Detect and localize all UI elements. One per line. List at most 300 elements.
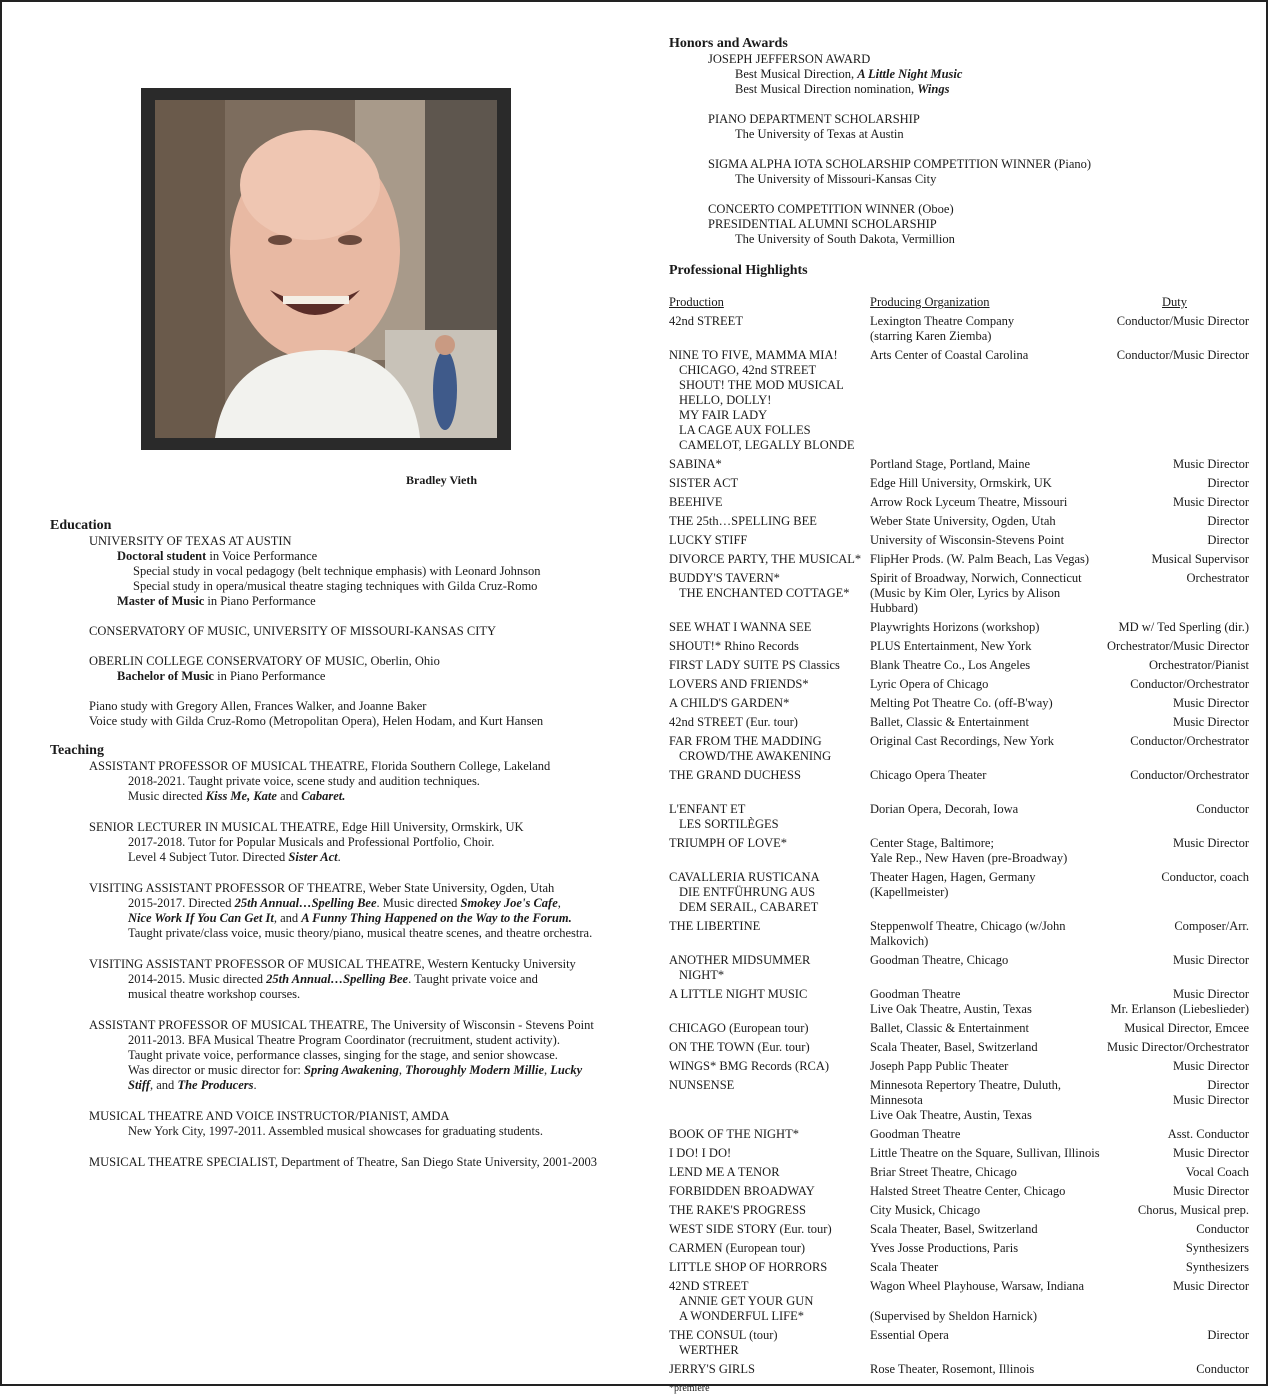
highlights-header-row <box>669 295 1257 314</box>
cell-line: Director <box>1207 476 1249 490</box>
cell-line: 42nd STREET (Eur. tour) <box>669 715 798 729</box>
teaching-amda <box>89 1109 640 1139</box>
table-row <box>669 476 1257 495</box>
duty-cell <box>1100 953 1257 987</box>
table-row <box>669 1241 1257 1260</box>
ehu-line-2: Level 4 Subject Tutor. Directed Sister Act. <box>128 850 341 864</box>
cell-line: Essential Opera <box>870 1328 949 1342</box>
cell-line: LITTLE SHOP OF HORRORS <box>669 1260 828 1274</box>
table-row <box>669 658 1257 677</box>
fsc-line-2: Music directed Kiss Me, Kate and Cabaret. <box>128 789 346 803</box>
organization-cell <box>870 1279 1100 1328</box>
organization-cell <box>870 734 1100 768</box>
usd-sub: The University of South Dakota, Vermillion <box>735 232 955 246</box>
cell-line: LEND ME A TENOR <box>669 1165 780 1179</box>
table-row <box>669 571 1257 620</box>
cell-line: LA CAGE AUX FOLLES <box>679 423 811 437</box>
cell-line: PLUS Entertainment, New York <box>870 639 1032 653</box>
cell-line: Orchestrator/Music Director <box>1107 639 1249 653</box>
duty-cell <box>1100 1059 1257 1078</box>
cell-line: THE 25th…SPELLING BEE <box>669 514 817 528</box>
production-cell <box>669 348 870 457</box>
cell-line: (starring Karen Ziemba) <box>870 329 992 343</box>
cell-line: Music Director <box>1172 495 1249 509</box>
cell-line: Center Stage, Baltimore; <box>870 836 994 850</box>
cell-line: NUNSENSE <box>669 1078 735 1092</box>
cell-line: MD w/ Ted Sperling (dir.) <box>1118 620 1249 634</box>
col-duty: Duty <box>1162 295 1187 309</box>
production-cell <box>669 533 870 552</box>
production-cell <box>669 571 870 620</box>
cell-line: WEST SIDE STORY (Eur. tour) <box>669 1222 832 1236</box>
cell-line: Conductor/Music Director <box>1116 314 1249 328</box>
cell-line: Music Director <box>1172 836 1249 850</box>
jj-award-title: JOSEPH JEFFERSON AWARD <box>708 52 871 66</box>
cell-line: Theater Hagen, Hagen, Germany (Kapellmeister) <box>870 870 1036 899</box>
cell-line: Director <box>1207 1078 1249 1092</box>
organization-cell <box>870 1059 1100 1078</box>
cell-line: SABINA* <box>669 457 722 471</box>
cell-line: BOOK OF THE NIGHT* <box>669 1127 799 1141</box>
jj-award-line-1: Best Musical Direction, A Little Night Music <box>735 67 963 81</box>
cell-line: NINE TO FIVE, MAMMA MIA! <box>669 348 838 362</box>
cell-line: CAVALLERIA RUSTICANA <box>669 870 820 884</box>
cell-line: Live Oak Theatre, Austin, Texas <box>870 1108 1032 1122</box>
organization-cell <box>870 1222 1100 1241</box>
cell-line: Conductor/Orchestrator <box>1130 677 1249 691</box>
cell-line: Scala Theater, Basel, Switzerland <box>870 1040 1038 1054</box>
cell-line: Rose Theater, Rosemont, Illinois <box>870 1362 1035 1376</box>
table-row <box>669 802 1257 836</box>
production-cell <box>669 1328 870 1362</box>
uwsp-line-2: Taught private voice, performance classes, singing for the stage, and senior showcase. <box>128 1048 558 1062</box>
production-cell <box>669 620 870 639</box>
organization-cell <box>870 836 1100 870</box>
duty-cell <box>1100 1328 1257 1362</box>
cell-line: Playwrights Horizons (workshop) <box>870 620 1040 634</box>
cell-line: Director <box>1207 533 1249 547</box>
duty-cell <box>1100 734 1257 768</box>
organization-cell <box>870 457 1100 476</box>
ut-doctoral: Doctoral student in Voice Performance <box>117 549 318 563</box>
table-row <box>669 870 1257 919</box>
production-cell <box>669 1203 870 1222</box>
table-row <box>669 715 1257 734</box>
table-row <box>669 677 1257 696</box>
premiere-footnote: *premiere <box>669 1383 710 1394</box>
cell-line: Edge Hill University, Ormskirk, UK <box>870 476 1052 490</box>
highlights-table <box>669 295 1257 1381</box>
production-cell <box>669 1040 870 1059</box>
table-row <box>669 953 1257 987</box>
duty-cell <box>1100 1146 1257 1165</box>
table-row <box>669 1184 1257 1203</box>
cell-line: Musical Director, Emcee <box>1124 1021 1249 1035</box>
duty-cell <box>1100 1260 1257 1279</box>
highlights-heading: Professional Highlights <box>669 263 808 278</box>
cell-line <box>870 1294 1100 1309</box>
portrait-illustration <box>155 100 497 438</box>
production-cell <box>669 1362 870 1381</box>
piano-scholarship-sub: The University of Texas at Austin <box>735 127 904 141</box>
uwsp-line-1: 2011-2013. BFA Musical Theatre Program Coordinator (recruitment, student activity). <box>128 1033 560 1047</box>
cell-line: Little Theatre on the Square, Sullivan, Illinois <box>870 1146 1100 1160</box>
table-row <box>669 734 1257 768</box>
col-org: Producing Organization <box>870 295 990 309</box>
organization-cell <box>870 696 1100 715</box>
organization-cell <box>870 1241 1100 1260</box>
duty-cell <box>1100 1040 1257 1059</box>
organization-cell <box>870 552 1100 571</box>
organization-cell <box>870 639 1100 658</box>
production-cell <box>669 476 870 495</box>
uwsp-line-4: Stiff, and The Producers. <box>128 1078 257 1092</box>
organization-cell <box>870 1362 1100 1381</box>
duty-cell <box>1100 768 1257 802</box>
cell-line: Ballet, Classic & Entertainment <box>870 1021 1029 1035</box>
cell-line: Mr. Erlanson (Liebeslieder) <box>1110 1002 1249 1016</box>
cell-line: Blank Theatre Co., Los Angeles <box>870 658 1031 672</box>
cell-line: Melting Pot Theatre Co. (off-B'way) <box>870 696 1053 710</box>
honors-heading: Honors and Awards <box>669 36 788 51</box>
ut-title: UNIVERSITY OF TEXAS AT AUSTIN <box>89 534 292 548</box>
cell-line: DEM SERAIL, CABARET <box>679 900 819 914</box>
cell-line: FORBIDDEN BROADWAY <box>669 1184 815 1198</box>
table-row <box>669 1059 1257 1078</box>
uwsp-title: ASSISTANT PROFESSOR OF MUSICAL THEATRE, The University of Wisconsin - Stevens Point <box>89 1018 594 1032</box>
teaching-fsc <box>89 759 640 804</box>
organization-cell <box>870 1260 1100 1279</box>
table-row <box>669 639 1257 658</box>
duty-cell <box>1100 1203 1257 1222</box>
teaching-uwsp <box>89 1018 640 1093</box>
duty-cell <box>1100 476 1257 495</box>
cell-line: Wagon Wheel Playhouse, Warsaw, Indiana <box>870 1279 1085 1293</box>
production-cell <box>669 1059 870 1078</box>
cell-line: CHICAGO (European tour) <box>669 1021 809 1035</box>
ehu-title: SENIOR LECTURER IN MUSICAL THEATRE, Edge Hill University, Ormskirk, UK <box>89 820 524 834</box>
table-row <box>669 514 1257 533</box>
cell-line: Music Director <box>1172 1059 1249 1073</box>
cell-line: Music Director <box>1172 1184 1249 1198</box>
cell-line: Music Director <box>1172 696 1249 710</box>
duty-cell <box>1100 987 1257 1021</box>
organization-cell <box>870 677 1100 696</box>
cell-line: Composer/Arr. <box>1174 919 1249 933</box>
table-row <box>669 457 1257 476</box>
organization-cell <box>870 1328 1100 1362</box>
cell-line: TRIUMPH OF LOVE* <box>669 836 788 850</box>
cell-line: Conductor/Orchestrator <box>1130 768 1249 782</box>
duty-cell <box>1100 715 1257 734</box>
cell-line: BUDDY'S TAVERN* <box>669 571 780 585</box>
table-row <box>669 1203 1257 1222</box>
duty-cell <box>1100 495 1257 514</box>
organization-cell <box>870 348 1100 457</box>
sai-title: SIGMA ALPHA IOTA SCHOLARSHIP COMPETITION WINNER (Piano) <box>708 157 1092 171</box>
organization-cell <box>870 314 1100 348</box>
duty-cell <box>1100 1241 1257 1260</box>
organization-cell <box>870 571 1100 620</box>
cell-line: FIRST LADY SUITE PS Classics <box>669 658 840 672</box>
cell-line: Yves Josse Productions, Paris <box>870 1241 1019 1255</box>
cell-line: SEE WHAT I WANNA SEE <box>669 620 812 634</box>
table-row <box>669 314 1257 348</box>
cell-line: (Supervised by Sheldon Harnick) <box>870 1309 1037 1323</box>
cell-line: 42nd STREET <box>669 314 743 328</box>
table-row <box>669 1040 1257 1059</box>
table-row <box>669 919 1257 953</box>
cell-line: Music Director <box>1172 1279 1249 1293</box>
teaching-ehu <box>89 820 640 865</box>
wsu-line-2: Nice Work If You Can Get It, and A Funny Thing Happened on the Way to the Forum. <box>128 911 572 925</box>
wku-line-2: musical theatre workshop courses. <box>128 987 301 1001</box>
duty-cell <box>1100 1222 1257 1241</box>
table-row <box>669 1127 1257 1146</box>
table-row <box>669 1328 1257 1362</box>
cell-line: I DO! I DO! <box>669 1146 732 1160</box>
cell-line: Arts Center of Coastal Carolina <box>870 348 1029 362</box>
cell-line: Orchestrator <box>1186 571 1249 585</box>
cell-line <box>669 783 870 798</box>
oberlin-degree: Bachelor of Music in Piano Performance <box>117 669 326 683</box>
cell-line: ON THE TOWN (Eur. tour) <box>669 1040 810 1054</box>
education-heading: Education <box>50 518 112 533</box>
organization-cell <box>870 1203 1100 1222</box>
duty-cell <box>1100 1362 1257 1381</box>
amda-line-1: New York City, 1997-2011. Assembled musical showcases for graduating students. <box>128 1124 544 1138</box>
production-cell <box>669 987 870 1021</box>
cell-line: Conductor, coach <box>1161 870 1249 884</box>
cell-line: Dorian Opera, Decorah, Iowa <box>870 802 1019 816</box>
organization-cell <box>870 533 1100 552</box>
duty-cell <box>1100 620 1257 639</box>
cell-line: Arrow Rock Lyceum Theatre, Missouri <box>870 495 1068 509</box>
cell-line: Director <box>1207 514 1249 528</box>
cell-line: Goodman Theatre <box>870 1127 961 1141</box>
wku-title: VISITING ASSISTANT PROFESSOR OF MUSICAL THEATRE, Western Kentucky University <box>89 957 576 971</box>
production-cell <box>669 314 870 348</box>
organization-cell <box>870 715 1100 734</box>
duty-cell <box>1100 1279 1257 1328</box>
cell-line: Portland Stage, Portland, Maine <box>870 457 1031 471</box>
cell-line: (Music by Kim Oler, Lyrics by Alison Hubbard) <box>870 586 1061 615</box>
table-row <box>669 495 1257 514</box>
cell-line: LUCKY STIFF <box>669 533 748 547</box>
table-row <box>669 552 1257 571</box>
cell-line: Music Director <box>1172 457 1249 471</box>
production-cell <box>669 1078 870 1127</box>
organization-cell <box>870 987 1100 1021</box>
organization-cell <box>870 620 1100 639</box>
table-row <box>669 1165 1257 1184</box>
cell-line: FAR FROM THE MADDING <box>669 734 822 748</box>
wsu-line-3: Taught private/class voice, music theory/piano, musical theatre scenes, and theatre orchestra. <box>128 926 593 940</box>
cell-line: LOVERS AND FRIENDS* <box>669 677 809 691</box>
person-name: Bradley Vieth <box>406 473 477 487</box>
sai-sub: The University of Missouri-Kansas City <box>735 172 937 186</box>
cell-line: SISTER ACT <box>669 476 739 490</box>
cell-line: Halsted Street Theatre Center, Chicago <box>870 1184 1066 1198</box>
cell-line: Synthesizers <box>1185 1260 1249 1274</box>
duty-cell <box>1100 677 1257 696</box>
teaching-sdsu <box>89 1155 640 1170</box>
ut-study-1: Special study in vocal pedagogy (belt technique emphasis) with Leonard Johnson <box>133 564 541 578</box>
organization-cell <box>870 1021 1100 1040</box>
cell-line: Conductor/Orchestrator <box>1130 734 1249 748</box>
organization-cell <box>870 476 1100 495</box>
cell-line: Briar Street Theatre, Chicago <box>870 1165 1017 1179</box>
cell-line: Director <box>1207 1328 1249 1342</box>
cell-line: Scala Theater, Basel, Switzerland <box>870 1222 1038 1236</box>
organization-cell <box>870 1184 1100 1203</box>
organization-cell <box>870 1040 1100 1059</box>
organization-cell <box>870 1127 1100 1146</box>
production-cell <box>669 734 870 768</box>
fsc-title: ASSISTANT PROFESSOR OF MUSICAL THEATRE, Florida Southern College, Lakeland <box>89 759 551 773</box>
duty-cell <box>1100 314 1257 348</box>
cell-line: Music Director <box>1172 1093 1249 1107</box>
cell-line: ANOTHER MIDSUMMER <box>669 953 811 967</box>
cell-line: Conductor <box>1196 802 1249 816</box>
jj-award-line-2: Best Musical Direction nomination, Wings <box>735 82 950 96</box>
amda-title: MUSICAL THEATRE AND VOICE INSTRUCTOR/PIANIST, AMDA <box>89 1109 450 1123</box>
oberlin-title: OBERLIN COLLEGE CONSERVATORY OF MUSIC, Oberlin, Ohio <box>89 654 440 668</box>
duty-cell <box>1100 836 1257 870</box>
production-cell <box>669 836 870 870</box>
cell-line: Music Director <box>1172 987 1249 1001</box>
cell-line: Musical Supervisor <box>1151 552 1249 566</box>
cell-line: CROWD/THE AWAKENING <box>679 749 832 763</box>
concerto-title: CONCERTO COMPETITION WINNER (Oboe) <box>708 202 954 216</box>
ehu-line-1: 2017-2018. Tutor for Popular Musicals and Professional Portfolio, Choir. <box>128 835 495 849</box>
cell-line: THE LIBERTINE <box>669 919 761 933</box>
cell-line: SHOUT!* Rhino Records <box>669 639 799 653</box>
duty-cell <box>1100 696 1257 715</box>
cell-line: Scala Theater <box>870 1260 939 1274</box>
organization-cell <box>870 1146 1100 1165</box>
production-cell <box>669 802 870 836</box>
production-cell <box>669 953 870 987</box>
cell-line: JERRY'S GIRLS <box>669 1362 755 1376</box>
cell-line: Live Oak Theatre, Austin, Texas <box>870 1002 1032 1016</box>
table-row <box>669 1021 1257 1040</box>
production-cell <box>669 1260 870 1279</box>
cell-line: MY FAIR LADY <box>679 408 768 422</box>
cell-line: CAMELOT, LEGALLY BLONDE <box>679 438 855 452</box>
cell-line: LES SORTILÈGES <box>679 817 779 831</box>
voice-study: Voice study with Gilda Cruz-Romo (Metropolitan Opera), Helen Hodam, and Kurt Hansen <box>89 714 544 728</box>
duty-cell <box>1100 533 1257 552</box>
fsc-line-1: 2018-2021. Taught private voice, scene study and audition techniques. <box>128 774 480 788</box>
organization-cell <box>870 870 1100 919</box>
cell-line: Goodman Theatre, Chicago <box>870 953 1009 967</box>
cell-line: Ballet, Classic & Entertainment <box>870 715 1029 729</box>
piano-study: Piano study with Gregory Allen, Frances Walker, and Joanne Baker <box>89 699 427 713</box>
cell-line: Original Cast Recordings, New York <box>870 734 1055 748</box>
table-row <box>669 1146 1257 1165</box>
production-cell <box>669 495 870 514</box>
cell-line: THE RAKE'S PROGRESS <box>669 1203 806 1217</box>
cell-line: Lyric Opera of Chicago <box>870 677 989 691</box>
cell-line: THE ENCHANTED COTTAGE* <box>679 586 850 600</box>
cell-line: HELLO, DOLLY! <box>679 393 772 407</box>
cell-line: DIVORCE PARTY, THE MUSICAL* <box>669 552 862 566</box>
cell-line: Conductor <box>1196 1362 1249 1376</box>
table-row <box>669 1260 1257 1279</box>
umkc-title: CONSERVATORY OF MUSIC, UNIVERSITY OF MISSOURI-KANSAS CITY <box>89 624 497 638</box>
table-row <box>669 768 1257 802</box>
cell-line: A LITTLE NIGHT MUSIC <box>669 987 808 1001</box>
cell-line: Lexington Theatre Company <box>870 314 1015 328</box>
duty-cell <box>1100 1184 1257 1203</box>
cell-line: L'ENFANT ET <box>669 802 746 816</box>
cell-line: Yale Rep., New Haven (pre-Broadway) <box>870 851 1068 865</box>
table-row <box>669 1362 1257 1381</box>
production-cell <box>669 514 870 533</box>
production-cell <box>669 639 870 658</box>
organization-cell <box>870 658 1100 677</box>
duty-cell <box>1100 1078 1257 1127</box>
production-cell <box>669 1127 870 1146</box>
table-row <box>669 533 1257 552</box>
organization-cell <box>870 919 1100 953</box>
duty-cell <box>1100 514 1257 533</box>
cell-line: CHICAGO, 42nd STREET <box>679 363 817 377</box>
cell-line: Music Director <box>1172 1146 1249 1160</box>
organization-cell <box>870 802 1100 836</box>
ut-master: Master of Music in Piano Performance <box>117 594 316 608</box>
production-cell <box>669 1279 870 1328</box>
cell-line: DIE ENTFÜHRUNG AUS <box>679 885 816 899</box>
wsu-line-1: 2015-2017. Directed 25th Annual…Spelling Bee. Music directed Smokey Joe's Cafe, <box>128 896 561 910</box>
production-cell <box>669 1222 870 1241</box>
duty-cell <box>1100 1021 1257 1040</box>
cell-line: WERTHER <box>679 1343 739 1357</box>
cell-line: Synthesizers <box>1185 1241 1249 1255</box>
production-cell <box>669 696 870 715</box>
teaching-wku <box>89 957 640 1002</box>
portrait-image <box>155 100 497 438</box>
cell-line: Steppenwolf Theatre, Chicago (w/John Malkovich) <box>870 919 1066 948</box>
production-cell <box>669 919 870 953</box>
cell-line: 42ND STREET <box>669 1279 749 1293</box>
duty-cell <box>1100 1165 1257 1184</box>
table-row <box>669 1078 1257 1127</box>
table-row <box>669 348 1257 457</box>
organization-cell <box>870 1078 1100 1127</box>
cell-line: Asst. Conductor <box>1167 1127 1249 1141</box>
sdsu-title: MUSICAL THEATRE SPECIALIST, Department of Theatre, San Diego State University, 2001-2003 <box>89 1155 598 1169</box>
uwsp-line-3: Was director or music director for: Spring Awakening, Thoroughly Modern Millie, Lucky <box>128 1063 583 1077</box>
cell-line: Music Director/Orchestrator <box>1107 1040 1249 1054</box>
production-cell <box>669 552 870 571</box>
production-cell <box>669 677 870 696</box>
cell-line: Weber State University, Ogden, Utah <box>870 514 1056 528</box>
production-cell <box>669 715 870 734</box>
cell-line: Music Director <box>1172 953 1249 967</box>
cell-line: Conductor/Music Director <box>1116 348 1249 362</box>
production-cell <box>669 768 870 802</box>
education-section <box>89 534 640 729</box>
wsu-title: VISITING ASSISTANT PROFESSOR OF THEATRE, Weber State University, Ogden, Utah <box>89 881 555 895</box>
cell-line: SHOUT! THE MOD MUSICAL <box>679 378 844 392</box>
production-cell <box>669 1184 870 1203</box>
cell-line: Chorus, Musical prep. <box>1137 1203 1249 1217</box>
table-row <box>669 696 1257 715</box>
table-row <box>669 1279 1257 1328</box>
cell-line: A WONDERFUL LIFE* <box>679 1309 804 1323</box>
